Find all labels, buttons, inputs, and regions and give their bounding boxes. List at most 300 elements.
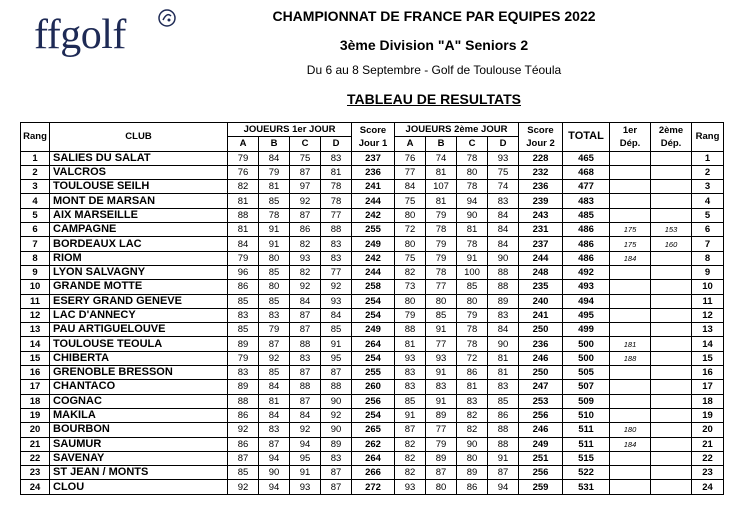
tiebreak-1: 184 [610, 437, 651, 451]
tiebreak-1: 175 [610, 223, 651, 237]
total-score: 486 [563, 223, 610, 237]
day1-player-c: 97 [290, 180, 321, 194]
day1-player-d: 78 [321, 194, 352, 208]
day1-player-a: 81 [228, 194, 259, 208]
day1-player-a: 88 [228, 208, 259, 222]
tiebreak-2 [651, 394, 692, 408]
club-name: MAKILA [50, 408, 228, 422]
rank-cell-right: 24 [692, 480, 724, 494]
day1-player-c: 95 [290, 451, 321, 465]
tiebreak-1 [610, 294, 651, 308]
table-row [21, 251, 724, 265]
club-name: SAVENAY [50, 451, 228, 465]
day1-player-c: 92 [290, 194, 321, 208]
day2-player-a: 77 [395, 165, 426, 179]
day2-player-a: 93 [395, 480, 426, 494]
day2-player-c: 79 [457, 308, 488, 322]
day1-score: 249 [352, 323, 395, 337]
day1-score: 242 [352, 251, 395, 265]
total-score: 500 [563, 337, 610, 351]
day1-player-a: 89 [228, 380, 259, 394]
day1-score: 254 [352, 294, 395, 308]
rank-cell: 4 [21, 194, 50, 208]
day1-player-d: 88 [321, 223, 352, 237]
table-row [21, 337, 724, 351]
day2-player-d: 83 [488, 308, 519, 322]
tiebreak-2 [651, 451, 692, 465]
day1-score: 264 [352, 451, 395, 465]
day2-score: 250 [519, 366, 563, 380]
day2-player-b: 89 [426, 451, 457, 465]
day2-player-d: 83 [488, 194, 519, 208]
day1-player-d: 78 [321, 180, 352, 194]
day2-player-b: 80 [426, 480, 457, 494]
header-player-a: A [228, 137, 259, 151]
rank-cell-right: 5 [692, 208, 724, 222]
day2-player-a: 82 [395, 466, 426, 480]
club-name: RIOM [50, 251, 228, 265]
table-row [21, 165, 724, 179]
rank-cell: 11 [21, 294, 50, 308]
tiebreak-2 [651, 165, 692, 179]
rank-cell-right: 9 [692, 265, 724, 279]
day1-player-c: 87 [290, 208, 321, 222]
day2-player-b: 78 [426, 223, 457, 237]
day1-player-b: 85 [259, 265, 290, 279]
day1-player-a: 96 [228, 265, 259, 279]
day1-player-a: 92 [228, 423, 259, 437]
tiebreak-2 [651, 280, 692, 294]
rank-cell: 9 [21, 265, 50, 279]
tiebreak-2 [651, 294, 692, 308]
day2-player-b: 78 [426, 265, 457, 279]
club-name: CLOU [50, 480, 228, 494]
total-score: 495 [563, 308, 610, 322]
club-name: VALCROS [50, 165, 228, 179]
day2-player-c: 90 [457, 437, 488, 451]
day1-score: 272 [352, 480, 395, 494]
club-name: CHANTACO [50, 380, 228, 394]
table-row [21, 294, 724, 308]
header-player-c: C [457, 137, 488, 151]
day2-player-a: 88 [395, 323, 426, 337]
day1-player-c: 87 [290, 366, 321, 380]
day1-player-d: 91 [321, 337, 352, 351]
day2-score: 228 [519, 151, 563, 165]
day1-score: 255 [352, 223, 395, 237]
day1-player-d: 77 [321, 208, 352, 222]
day1-player-a: 79 [228, 151, 259, 165]
tiebreak-2: 160 [651, 237, 692, 251]
day1-score: 236 [352, 165, 395, 179]
day2-score: 243 [519, 208, 563, 222]
day1-player-c: 92 [290, 423, 321, 437]
day2-player-b: 91 [426, 394, 457, 408]
day1-player-b: 87 [259, 437, 290, 451]
day1-player-c: 87 [290, 308, 321, 322]
day1-player-d: 83 [321, 451, 352, 465]
day2-player-c: 80 [457, 165, 488, 179]
day1-score: 255 [352, 366, 395, 380]
day1-player-d: 83 [321, 151, 352, 165]
day2-score: 256 [519, 408, 563, 422]
rank-cell-right: 15 [692, 351, 724, 365]
day1-player-b: 84 [259, 151, 290, 165]
total-score: 485 [563, 208, 610, 222]
rank-cell-right: 6 [692, 223, 724, 237]
day2-player-b: 107 [426, 180, 457, 194]
rank-cell-right: 8 [692, 251, 724, 265]
rank-cell: 14 [21, 337, 50, 351]
day2-player-a: 82 [395, 265, 426, 279]
day1-score: 254 [352, 408, 395, 422]
day1-score: 266 [352, 466, 395, 480]
table-title: TABLEAU DE RESULTATS [347, 91, 521, 107]
tiebreak-1: 184 [610, 251, 651, 265]
header-score-day2: Score Jour 2 [519, 123, 563, 152]
day2-player-a: 80 [395, 208, 426, 222]
day2-score: 244 [519, 251, 563, 265]
tiebreak-2 [651, 380, 692, 394]
day2-player-b: 91 [426, 323, 457, 337]
rank-cell: 15 [21, 351, 50, 365]
tiebreak-2 [651, 194, 692, 208]
day2-player-d: 93 [488, 151, 519, 165]
day1-player-c: 92 [290, 280, 321, 294]
day2-player-b: 85 [426, 308, 457, 322]
day1-score: 265 [352, 423, 395, 437]
total-score: 468 [563, 165, 610, 179]
day2-score: 232 [519, 165, 563, 179]
total-score: 500 [563, 351, 610, 365]
day2-score: 236 [519, 180, 563, 194]
day2-player-a: 72 [395, 223, 426, 237]
day2-player-b: 79 [426, 208, 457, 222]
tiebreak-2 [651, 308, 692, 322]
total-score: 483 [563, 194, 610, 208]
header-player-b: B [426, 137, 457, 151]
day2-player-d: 85 [488, 394, 519, 408]
day2-player-d: 75 [488, 165, 519, 179]
tiebreak-1 [610, 380, 651, 394]
club-name: BORDEAUX LAC [50, 237, 228, 251]
rank-cell-right: 21 [692, 437, 724, 451]
rank-cell: 13 [21, 323, 50, 337]
day2-score: 247 [519, 380, 563, 394]
rank-cell: 22 [21, 451, 50, 465]
total-score: 507 [563, 380, 610, 394]
day2-player-b: 89 [426, 408, 457, 422]
day2-player-c: 90 [457, 208, 488, 222]
rank-cell-right: 23 [692, 466, 724, 480]
tiebreak-2 [651, 151, 692, 165]
day2-player-b: 93 [426, 351, 457, 365]
day1-player-c: 94 [290, 437, 321, 451]
day2-player-a: 83 [395, 366, 426, 380]
rank-cell-right: 4 [692, 194, 724, 208]
rank-cell-right: 10 [692, 280, 724, 294]
rank-cell: 23 [21, 466, 50, 480]
day1-player-a: 92 [228, 480, 259, 494]
club-name: ST JEAN / MONTS [50, 466, 228, 480]
day2-score: 256 [519, 466, 563, 480]
day2-player-c: 85 [457, 280, 488, 294]
day1-player-c: 87 [290, 394, 321, 408]
day2-score: 248 [519, 265, 563, 279]
header-players-day2: JOUEURS 2ème JOUR [395, 123, 519, 137]
tiebreak-1: 180 [610, 423, 651, 437]
header-score-day1: Score Jour 1 [352, 123, 395, 152]
rank-cell: 12 [21, 308, 50, 322]
day2-player-b: 77 [426, 423, 457, 437]
day2-player-c: 78 [457, 151, 488, 165]
day1-player-a: 85 [228, 466, 259, 480]
club-name: GRANDE MOTTE [50, 280, 228, 294]
rank-cell: 16 [21, 366, 50, 380]
day2-player-d: 83 [488, 380, 519, 394]
day1-player-a: 86 [228, 280, 259, 294]
day1-player-b: 87 [259, 337, 290, 351]
day1-player-b: 85 [259, 366, 290, 380]
total-score: 499 [563, 323, 610, 337]
day1-player-b: 84 [259, 380, 290, 394]
tiebreak-1 [610, 308, 651, 322]
tiebreak-2 [651, 408, 692, 422]
header-players-day1: JOUEURS 1er JOUR [228, 123, 352, 137]
day2-score: 246 [519, 423, 563, 437]
day2-player-b: 79 [426, 237, 457, 251]
day2-player-b: 74 [426, 151, 457, 165]
tiebreak-1 [610, 180, 651, 194]
day2-player-b: 79 [426, 437, 457, 451]
tiebreak-2 [651, 180, 692, 194]
tiebreak-1 [610, 208, 651, 222]
day2-player-d: 84 [488, 208, 519, 222]
day1-player-b: 78 [259, 208, 290, 222]
tiebreak-1 [610, 394, 651, 408]
day2-score: 241 [519, 308, 563, 322]
results-body [21, 151, 724, 494]
day1-player-b: 83 [259, 308, 290, 322]
table-row [21, 480, 724, 494]
tiebreak-1 [610, 408, 651, 422]
day1-player-c: 88 [290, 380, 321, 394]
day2-player-d: 81 [488, 351, 519, 365]
day1-player-d: 92 [321, 408, 352, 422]
day2-player-c: 89 [457, 466, 488, 480]
total-score: 522 [563, 466, 610, 480]
rank-cell-right: 12 [692, 308, 724, 322]
rank-cell: 10 [21, 280, 50, 294]
day2-player-a: 82 [395, 437, 426, 451]
day2-player-b: 77 [426, 337, 457, 351]
day2-player-a: 75 [395, 251, 426, 265]
rank-cell: 3 [21, 180, 50, 194]
day2-player-d: 90 [488, 251, 519, 265]
table-row [21, 394, 724, 408]
day1-player-b: 81 [259, 394, 290, 408]
day1-player-d: 90 [321, 394, 352, 408]
day2-player-d: 91 [488, 451, 519, 465]
day1-score: 241 [352, 180, 395, 194]
day2-score: 236 [519, 337, 563, 351]
rank-cell-right: 3 [692, 180, 724, 194]
rank-cell-right: 16 [692, 366, 724, 380]
day2-player-d: 94 [488, 480, 519, 494]
day2-player-d: 88 [488, 423, 519, 437]
rank-cell-right: 1 [692, 151, 724, 165]
day1-player-d: 87 [321, 466, 352, 480]
day2-player-d: 81 [488, 366, 519, 380]
total-score: 486 [563, 237, 610, 251]
day2-player-c: 80 [457, 451, 488, 465]
day2-player-c: 100 [457, 265, 488, 279]
day1-player-c: 82 [290, 237, 321, 251]
day1-player-c: 75 [290, 151, 321, 165]
day2-player-d: 74 [488, 180, 519, 194]
day1-score: 258 [352, 280, 395, 294]
day2-score: 250 [519, 323, 563, 337]
day1-player-b: 80 [259, 251, 290, 265]
club-name: TOULOUSE SEILH [50, 180, 228, 194]
rank-cell-right: 22 [692, 451, 724, 465]
day2-player-b: 80 [426, 294, 457, 308]
day1-player-c: 87 [290, 165, 321, 179]
table-row [21, 280, 724, 294]
header-player-d: D [488, 137, 519, 151]
day1-player-c: 91 [290, 466, 321, 480]
tiebreak-2 [651, 351, 692, 365]
day1-player-b: 94 [259, 480, 290, 494]
rank-cell: 20 [21, 423, 50, 437]
day1-player-d: 85 [321, 323, 352, 337]
rank-cell: 2 [21, 165, 50, 179]
header-player-a: A [395, 137, 426, 151]
day2-player-a: 75 [395, 194, 426, 208]
day1-score: 264 [352, 337, 395, 351]
day1-player-a: 84 [228, 237, 259, 251]
day1-player-a: 79 [228, 251, 259, 265]
day1-player-d: 87 [321, 480, 352, 494]
day2-player-b: 77 [426, 280, 457, 294]
day2-player-a: 93 [395, 351, 426, 365]
day1-player-a: 86 [228, 437, 259, 451]
day2-player-d: 84 [488, 237, 519, 251]
table-row [21, 408, 724, 422]
day1-player-a: 76 [228, 165, 259, 179]
rank-cell: 1 [21, 151, 50, 165]
tiebreak-2 [651, 208, 692, 222]
club-name: SAUMUR [50, 437, 228, 451]
day1-player-d: 83 [321, 237, 352, 251]
day1-player-c: 93 [290, 480, 321, 494]
day1-player-b: 79 [259, 323, 290, 337]
day1-player-d: 87 [321, 366, 352, 380]
day1-player-b: 91 [259, 237, 290, 251]
day1-player-d: 84 [321, 308, 352, 322]
day1-player-c: 88 [290, 337, 321, 351]
tiebreak-1 [610, 466, 651, 480]
total-score: 511 [563, 437, 610, 451]
day1-player-c: 82 [290, 265, 321, 279]
day2-score: 240 [519, 294, 563, 308]
day1-score: 254 [352, 308, 395, 322]
day2-player-b: 91 [426, 366, 457, 380]
rank-cell-right: 13 [692, 323, 724, 337]
day2-score: 231 [519, 223, 563, 237]
table-row [21, 194, 724, 208]
day1-player-a: 83 [228, 366, 259, 380]
day1-player-b: 84 [259, 408, 290, 422]
day1-player-b: 94 [259, 451, 290, 465]
day2-player-a: 80 [395, 237, 426, 251]
rank-cell: 19 [21, 408, 50, 422]
day2-player-c: 83 [457, 394, 488, 408]
club-name: SALIES DU SALAT [50, 151, 228, 165]
tiebreak-2 [651, 323, 692, 337]
tiebreak-1 [610, 366, 651, 380]
rank-cell: 17 [21, 380, 50, 394]
day2-player-a: 85 [395, 394, 426, 408]
tiebreak-1 [610, 451, 651, 465]
table-row [21, 351, 724, 365]
table-row [21, 180, 724, 194]
tiebreak-1: 175 [610, 237, 651, 251]
tiebreak-2 [651, 265, 692, 279]
day1-player-a: 82 [228, 180, 259, 194]
day2-player-d: 88 [488, 280, 519, 294]
day2-score: 253 [519, 394, 563, 408]
day2-player-c: 94 [457, 194, 488, 208]
rank-cell-right: 20 [692, 423, 724, 437]
table-row [21, 423, 724, 437]
total-score: 493 [563, 280, 610, 294]
club-name: BOURBON [50, 423, 228, 437]
header-tiebreak-2: 2ème Dép. [651, 123, 692, 152]
header-rank-right: Rang [692, 123, 724, 152]
day1-score: 242 [352, 208, 395, 222]
day1-player-d: 77 [321, 265, 352, 279]
total-score: 477 [563, 180, 610, 194]
day2-player-b: 81 [426, 194, 457, 208]
day1-score: 249 [352, 237, 395, 251]
day2-player-a: 81 [395, 337, 426, 351]
day2-player-d: 87 [488, 466, 519, 480]
table-row [21, 151, 724, 165]
day1-player-c: 87 [290, 323, 321, 337]
day1-player-a: 89 [228, 337, 259, 351]
tiebreak-2 [651, 366, 692, 380]
club-name: GRENOBLE BRESSON [50, 366, 228, 380]
header-rank: Rang [21, 123, 50, 152]
rank-cell-right: 17 [692, 380, 724, 394]
header-total: TOTAL [563, 123, 610, 152]
total-score: 511 [563, 423, 610, 437]
day2-player-d: 88 [488, 437, 519, 451]
day2-player-a: 91 [395, 408, 426, 422]
day1-score: 254 [352, 351, 395, 365]
club-name: PAU ARTIGUELOUVE [50, 323, 228, 337]
day2-player-d: 89 [488, 294, 519, 308]
total-score: 492 [563, 265, 610, 279]
rank-cell: 18 [21, 394, 50, 408]
day2-score: 239 [519, 194, 563, 208]
day2-score: 246 [519, 351, 563, 365]
day1-player-c: 84 [290, 408, 321, 422]
club-name: LAC D'ANNECY [50, 308, 228, 322]
day1-player-b: 90 [259, 466, 290, 480]
rank-cell-right: 2 [692, 165, 724, 179]
